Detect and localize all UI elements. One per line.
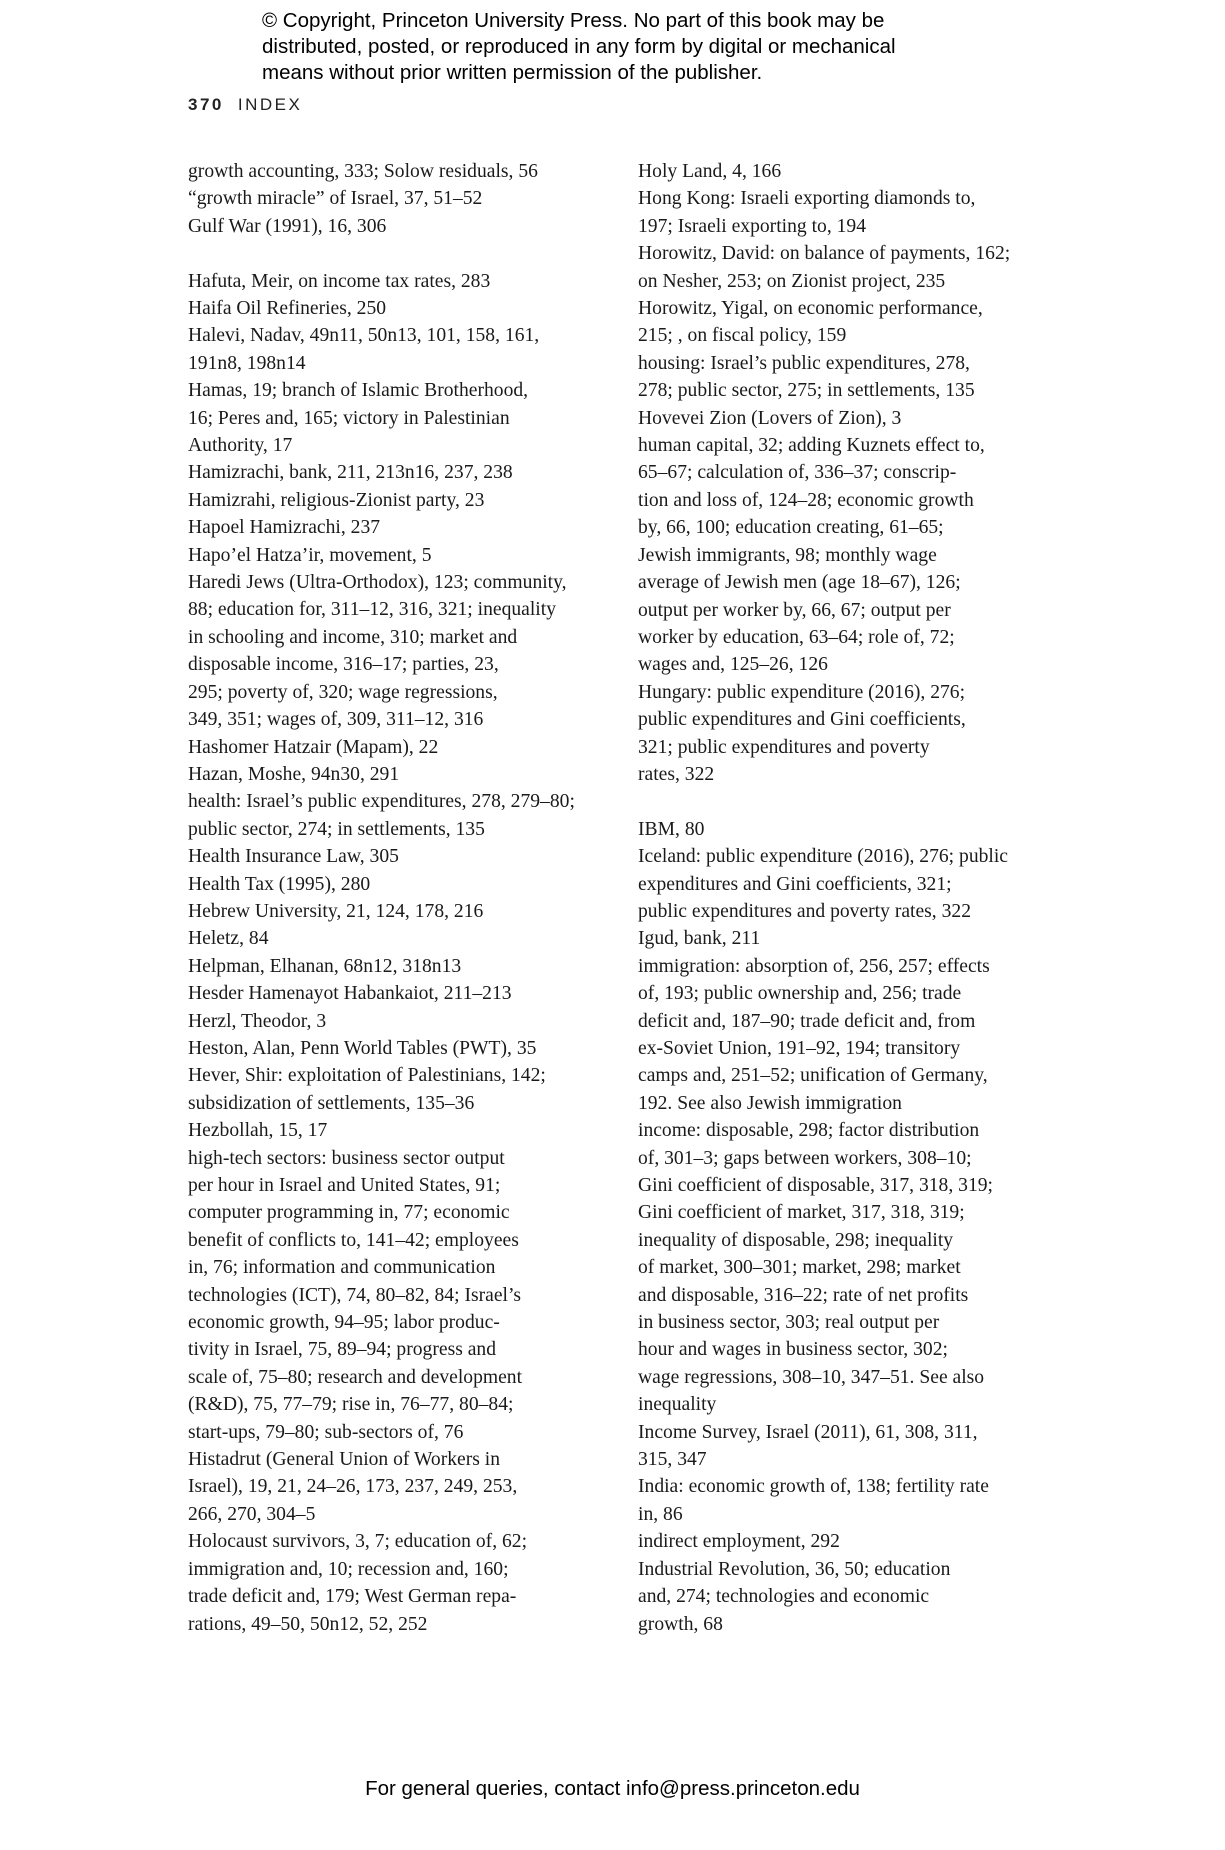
index-entry-line: Hungary: public expenditure (2016), 276; <box>638 681 966 703</box>
index-entry <box>188 734 608 761</box>
index-entry-line: Hovevei Zion (Lovers of Zion), 3 <box>638 407 902 429</box>
index-entry-line: Holy Land, 4, 166 <box>638 161 782 182</box>
index-entry <box>638 816 1058 843</box>
entry-gap <box>188 240 608 267</box>
index-column-right <box>638 158 1058 1638</box>
index-entry <box>188 487 608 514</box>
index-entry <box>188 1528 608 1638</box>
index-entry-line: Halevi, Nadav, 49n11, 50n13, 101, 158, 161, <box>188 325 540 347</box>
index-entry-line: wage regressions, 308–10, 347–51. See also <box>638 1366 985 1388</box>
index-entry-line: 197; Israeli exporting to, 194 <box>638 215 867 237</box>
index-entry-line: 192. See also Jewish immigration <box>638 1092 902 1114</box>
index-entry-line: Herzl, Theodor, 3 <box>188 1010 327 1032</box>
index-entry <box>638 185 1058 240</box>
index-entry-line: growth, 68 <box>638 1613 723 1635</box>
index-entry-line: Gulf War (1991), 16, 306 <box>188 215 387 237</box>
index-entry-line: in, 76; information and communication <box>188 1257 496 1279</box>
index-entry <box>188 953 608 980</box>
index-entry-line: average of Jewish men (age 18–67), 126; <box>638 572 961 594</box>
footer-contact: For general queries, contact info@press.princeton.edu <box>365 1777 860 1800</box>
index-entry-line: inequality <box>638 1394 717 1416</box>
index-entry-line: Jewish immigrants, 98; monthly wage <box>638 544 937 566</box>
index-entry <box>188 322 608 377</box>
index-entry-line: 266, 270, 304–5 <box>188 1503 316 1525</box>
index-entry-line: 65–67; calculation of, 336–37; conscrip- <box>638 462 957 484</box>
copyright-line: distributed, posted, or reproduced in any form by digital or mechanical <box>262 35 896 58</box>
index-entry-line: hour and wages in business sector, 302; <box>638 1339 948 1361</box>
index-entry-line: Histadrut (General Union of Workers in <box>188 1449 501 1471</box>
index-entry-line: Israel), 19, 21, 24–26, 173, 237, 249, 253, <box>188 1476 518 1498</box>
index-entry <box>188 377 608 459</box>
index-entry-line: 321; public expenditures and poverty <box>638 736 930 758</box>
index-entry <box>188 295 608 322</box>
index-entry <box>638 843 1058 925</box>
index-entry-line: 16; Peres and, 165; victory in Palestinian <box>188 407 510 429</box>
index-entry <box>638 295 1058 350</box>
index-entry-line: subsidization of settlements, 135–36 <box>188 1092 475 1114</box>
index-entry-line: rates, 322 <box>638 763 715 785</box>
index-entry-line: public expenditures and Gini coefficients, <box>638 709 966 731</box>
index-entry-line: 191n8, 198n14 <box>188 352 306 374</box>
index-entry <box>188 213 608 240</box>
index-entry-line: public expenditures and poverty rates, 322 <box>638 900 971 922</box>
index-entry-line: Hapoel Hamizrachi, 237 <box>188 517 381 539</box>
index-entry-line: disposable income, 316–17; parties, 23, <box>188 654 499 676</box>
section-title: INDEX <box>237 95 303 114</box>
index-entry <box>638 405 1058 432</box>
index-entry <box>188 1062 608 1117</box>
index-entry-line: income: disposable, 298; factor distribution <box>638 1120 980 1142</box>
index-entry-line: immigration and, 10; recession and, 160; <box>188 1558 509 1580</box>
index-entry-line: Haredi Jews (Ultra-Orthodox), 123; community, <box>188 572 567 594</box>
index-entry <box>638 240 1058 295</box>
index-entry-line: human capital, 32; adding Kuznets effect to, <box>638 435 985 457</box>
index-entry <box>188 185 608 212</box>
index-entry-line: Gini coefficient of market, 317, 318, 319; <box>638 1202 965 1224</box>
running-head <box>188 95 302 115</box>
index-entry-line: 88; education for, 311–12, 316, 321; inequality <box>188 599 556 621</box>
index-entry-line: Horowitz, David: on balance of payments, 162; <box>638 243 1011 265</box>
index-entry-line: in schooling and income, 310; market and <box>188 626 518 648</box>
index-entry-line: Hamas, 19; branch of Islamic Brotherhood, <box>188 380 529 402</box>
index-entry <box>188 843 608 870</box>
index-entry-line: indirect employment, 292 <box>638 1531 840 1553</box>
index-entry-line: 295; poverty of, 320; wage regressions, <box>188 681 498 703</box>
index-entry-line: on Nesher, 253; on Zionist project, 235 <box>638 270 946 292</box>
index-entry <box>188 459 608 486</box>
index-entry-line: expenditures and Gini coefficients, 321; <box>638 873 952 895</box>
index-entry-line: computer programming in, 77; economic <box>188 1202 510 1224</box>
index-entry-line: (R&D), 75, 77–79; rise in, 76–77, 80–84; <box>188 1394 514 1416</box>
index-entry <box>188 542 608 569</box>
index-entry-line: rations, 49–50, 50n12, 52, 252 <box>188 1613 428 1635</box>
index-entry <box>188 569 608 733</box>
index-entry <box>638 350 1058 405</box>
index-entry-line: IBM, 80 <box>638 818 705 840</box>
index-entry-line: Hafuta, Meir, on income tax rates, 283 <box>188 270 491 292</box>
index-entry-line: of, 193; public ownership and, 256; trade <box>638 983 962 1005</box>
index-entry <box>638 432 1058 679</box>
index-entry-line: Hezbollah, 15, 17 <box>188 1120 328 1142</box>
index-entry-line: Gini coefficient of disposable, 317, 318, 319; <box>638 1175 993 1197</box>
index-entry-line: Hamizrachi, bank, 211, 213n16, 237, 238 <box>188 462 513 484</box>
index-entry <box>638 1528 1058 1555</box>
index-entry-line: Hever, Shir: exploitation of Palestinians, 142; <box>188 1065 546 1087</box>
index-entry-line: Industrial Revolution, 36, 50; education <box>638 1558 951 1580</box>
index-entry-line: housing: Israel’s public expenditures, 278, <box>638 352 970 374</box>
index-entry-line: wages and, 125–26, 126 <box>638 654 828 676</box>
index-entry-line: 278; public sector, 275; in settlements, 135 <box>638 380 975 402</box>
index-entry-line: “growth miracle” of Israel, 37, 51–52 <box>188 188 483 210</box>
index-entry-line: tion and loss of, 124–28; economic growth <box>638 489 974 511</box>
index-column-left <box>188 158 608 1638</box>
index-entry-line: economic growth, 94–95; labor produc- <box>188 1312 500 1334</box>
index-entry <box>188 980 608 1007</box>
index-entry <box>188 898 608 925</box>
index-entry-line: Hamizrahi, religious-Zionist party, 23 <box>188 489 485 511</box>
index-entry <box>188 1035 608 1062</box>
index-entry <box>188 268 608 295</box>
index-entry <box>188 514 608 541</box>
index-entry-line: per hour in Israel and United States, 91; <box>188 1175 501 1197</box>
index-entry <box>638 158 1058 185</box>
index-entry-line: growth accounting, 333; Solow residuals, 56 <box>188 161 538 182</box>
index-entry-line: Hazan, Moshe, 94n30, 291 <box>188 763 400 785</box>
index-entry-line: Horowitz, Yigal, on economic performance, <box>638 298 983 320</box>
index-entry <box>188 925 608 952</box>
index-entry-line: in, 86 <box>638 1503 683 1525</box>
index-entry-line: Iceland: public expenditure (2016), 276; public <box>638 846 1008 868</box>
index-entry-line: Holocaust survivors, 3, 7; education of, 62; <box>188 1531 528 1553</box>
index-entry-line: Heston, Alan, Penn World Tables (PWT), 35 <box>188 1037 537 1059</box>
index-entry <box>638 1473 1058 1528</box>
index-entry-line: benefit of conflicts to, 141–42; employees <box>188 1229 519 1251</box>
copyright-notice <box>262 8 1022 86</box>
entry-gap <box>638 788 1058 815</box>
index-entry-line: Helpman, Elhanan, 68n12, 318n13 <box>188 955 462 977</box>
index-entry <box>188 871 608 898</box>
index-entry-line: Hong Kong: Israeli exporting diamonds to, <box>638 188 976 210</box>
index-entry-line: deficit and, 187–90; trade deficit and, from <box>638 1010 976 1032</box>
index-entry-line: Heletz, 84 <box>188 928 269 950</box>
index-entry-line: 349, 351; wages of, 309, 311–12, 316 <box>188 709 484 731</box>
index-entry-line: of, 301–3; gaps between workers, 308–10; <box>638 1147 972 1169</box>
index-entry-line: health: Israel’s public expenditures, 278, 279–80; <box>188 791 575 813</box>
index-entry-line: inequality of disposable, 298; inequality <box>638 1229 954 1251</box>
index-entry-line: start-ups, 79–80; sub-sectors of, 76 <box>188 1421 464 1443</box>
page-number: 370 <box>188 95 224 114</box>
index-entry <box>188 1145 608 1446</box>
index-entry-line: Haifa Oil Refineries, 250 <box>188 298 387 320</box>
index-entry-line: by, 66, 100; education creating, 61–65; <box>638 517 944 539</box>
index-entry-line: scale of, 75–80; research and development <box>188 1366 523 1388</box>
index-entry <box>188 1446 608 1528</box>
index-entry <box>638 953 1058 1117</box>
index-entry-line: Hebrew University, 21, 124, 178, 216 <box>188 900 484 922</box>
index-entry-line: output per worker by, 66, 67; output per <box>638 599 951 621</box>
index-entry <box>638 1556 1058 1638</box>
index-entry-line: trade deficit and, 179; West German repa- <box>188 1586 517 1608</box>
index-entry-line: high-tech sectors: business sector output <box>188 1147 505 1169</box>
index-entry-line: 215; , on fiscal policy, 159 <box>638 325 847 347</box>
index-entry-line: Authority, 17 <box>188 435 293 457</box>
index-entry <box>188 788 608 843</box>
index-entry-line: tivity in Israel, 75, 89–94; progress and <box>188 1339 497 1361</box>
index-entry-line: and disposable, 316–22; rate of net profits <box>638 1284 969 1306</box>
index-entry-line: and, 274; technologies and economic <box>638 1586 930 1608</box>
copyright-line: means without prior written permission of the publisher. <box>262 61 763 84</box>
index-entry-line: public sector, 274; in settlements, 135 <box>188 818 485 840</box>
index-entry-line: Hesder Hamenayot Habankaiot, 211–213 <box>188 983 512 1005</box>
index-entry-line: worker by education, 63–64; role of, 72; <box>638 626 955 648</box>
index-entry <box>638 1117 1058 1418</box>
index-entry <box>188 761 608 788</box>
index-entry-line: Health Insurance Law, 305 <box>188 846 399 868</box>
index-entry-line: immigration: absorption of, 256, 257; effects <box>638 955 990 977</box>
index-entry-line: in business sector, 303; real output per <box>638 1312 940 1334</box>
index-entry <box>188 1008 608 1035</box>
index-entry-line: camps and, 251–52; unification of Germany, <box>638 1065 988 1087</box>
index-entry <box>188 158 608 185</box>
index-entry <box>188 1117 608 1144</box>
index-entry-line: 315, 347 <box>638 1449 707 1471</box>
index-entry-line: Hapo’el Hatza’ir, movement, 5 <box>188 544 432 566</box>
index-entry-line: technologies (ICT), 74, 80–82, 84; Israel’s <box>188 1284 522 1306</box>
index-entry-line: India: economic growth of, 138; fertility rate <box>638 1476 989 1498</box>
index-entry <box>638 925 1058 952</box>
index-entry <box>638 1419 1058 1474</box>
index-entry-line: Hashomer Hatzair (Mapam), 22 <box>188 736 439 758</box>
index-entry-line: Health Tax (1995), 280 <box>188 873 371 895</box>
copyright-line: © Copyright, Princeton University Press. No part of this book may be <box>262 9 885 32</box>
index-entry <box>638 679 1058 789</box>
index-entry-line: of market, 300–301; market, 298; market <box>638 1257 961 1279</box>
index-entry-line: Igud, bank, 211 <box>638 928 761 950</box>
index-entry-line: Income Survey, Israel (2011), 61, 308, 311, <box>638 1421 978 1443</box>
index-entry-line: ex-Soviet Union, 191–92, 194; transitory <box>638 1037 961 1059</box>
